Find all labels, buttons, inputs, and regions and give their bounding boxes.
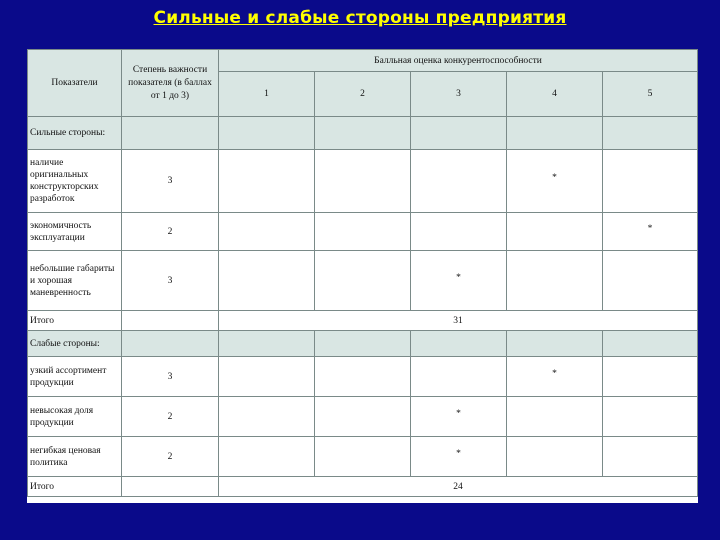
score-cell-5: [603, 213, 698, 251]
score-cell-5: [603, 397, 698, 437]
score-1-header: 1: [219, 72, 315, 117]
header-indicator: Показатели: [28, 50, 122, 117]
table-row: [28, 397, 698, 437]
score-cell-1: [219, 437, 315, 477]
row-importance: 2: [122, 397, 219, 437]
score-mark: *: [456, 448, 461, 459]
page-title: Сильные и слабые стороны предприятия: [153, 8, 567, 28]
row-importance: 3: [122, 150, 219, 213]
row-importance: 2: [122, 437, 219, 477]
header-score: Балльная оценка конкурентоспособности: [219, 50, 698, 72]
header-row: [28, 50, 698, 72]
table-row: [28, 213, 698, 251]
section-fill: [122, 117, 219, 150]
total-importance-cell: [122, 477, 219, 497]
score-cell-1: [219, 150, 315, 213]
section-fill: [411, 331, 507, 357]
row-label: экономичность эксплуатации: [28, 213, 122, 251]
score-cell-3: [411, 150, 507, 213]
total-value: 24: [219, 477, 698, 497]
total-value: 31: [219, 311, 698, 331]
score-cell-2: [315, 397, 411, 437]
total-row: [28, 477, 698, 497]
row-label: наличие оригинальных конструкторских разработок: [28, 150, 122, 213]
section-fill: [603, 117, 698, 150]
score-cell-4: [507, 150, 603, 213]
weak-section-row: [28, 331, 698, 357]
total-label: Итого: [28, 311, 122, 331]
score-4-header: 4: [507, 72, 603, 117]
total-label: Итого: [28, 477, 122, 497]
weak-heading: Слабые стороны:: [28, 331, 122, 357]
score-2-header: 2: [315, 72, 411, 117]
score-cell-2: [315, 251, 411, 311]
row-label: небольшие габариты и хорошая маневренность: [28, 251, 122, 311]
score-cell-1: [219, 357, 315, 397]
header-importance: Степень важности показателя (в баллах от 1 до 3): [122, 50, 219, 117]
score-cell-2: [315, 437, 411, 477]
table-row: [28, 251, 698, 311]
score-cell-3: [411, 357, 507, 397]
strong-heading: Сильные стороны:: [28, 117, 122, 150]
row-label: узкий ассортимент продукции: [28, 357, 122, 397]
score-cell-3: [411, 213, 507, 251]
total-importance-cell: [122, 311, 219, 331]
score-cell-2: [315, 213, 411, 251]
section-fill: [603, 331, 698, 357]
score-cell-2: [315, 150, 411, 213]
score-mark: *: [456, 408, 461, 419]
score-cell-3: [411, 397, 507, 437]
section-fill: [507, 331, 603, 357]
score-cell-4: [507, 437, 603, 477]
score-mark: *: [647, 223, 653, 234]
score-cell-1: [219, 251, 315, 311]
table-row: [28, 150, 698, 213]
strong-section-row: [28, 117, 698, 150]
score-cell-5: [603, 357, 698, 397]
score-cell-4: [507, 251, 603, 311]
score-cell-5: [603, 251, 698, 311]
section-fill: [122, 331, 219, 357]
section-fill: [507, 117, 603, 150]
score-cell-5: [603, 150, 698, 213]
section-fill: [315, 331, 411, 357]
row-label: негибкая ценовая политика: [28, 437, 122, 477]
score-mark: *: [552, 173, 557, 183]
competitiveness-table: [27, 49, 698, 497]
total-row: [28, 311, 698, 331]
row-importance: 3: [122, 357, 219, 397]
row-importance: 2: [122, 213, 219, 251]
score-5-header: 5: [603, 72, 698, 117]
table-row: [28, 357, 698, 397]
section-fill: [315, 117, 411, 150]
score-cell-4: [507, 213, 603, 251]
score-cell-3: [411, 251, 507, 311]
section-fill: [219, 331, 315, 357]
score-cell-1: [219, 397, 315, 437]
score-cell-1: [219, 213, 315, 251]
score-cell-4: [507, 357, 603, 397]
score-cell-2: [315, 357, 411, 397]
score-mark: *: [552, 368, 557, 379]
section-fill: [411, 117, 507, 150]
row-importance: 3: [122, 251, 219, 311]
score-cell-5: [603, 437, 698, 477]
score-mark: *: [456, 272, 461, 283]
score-cell-3: [411, 437, 507, 477]
section-fill: [219, 117, 315, 150]
score-3-header: 3: [411, 72, 507, 117]
row-label: невысокая доля продукции: [28, 397, 122, 437]
score-cell-4: [507, 397, 603, 437]
table-row: [28, 437, 698, 477]
